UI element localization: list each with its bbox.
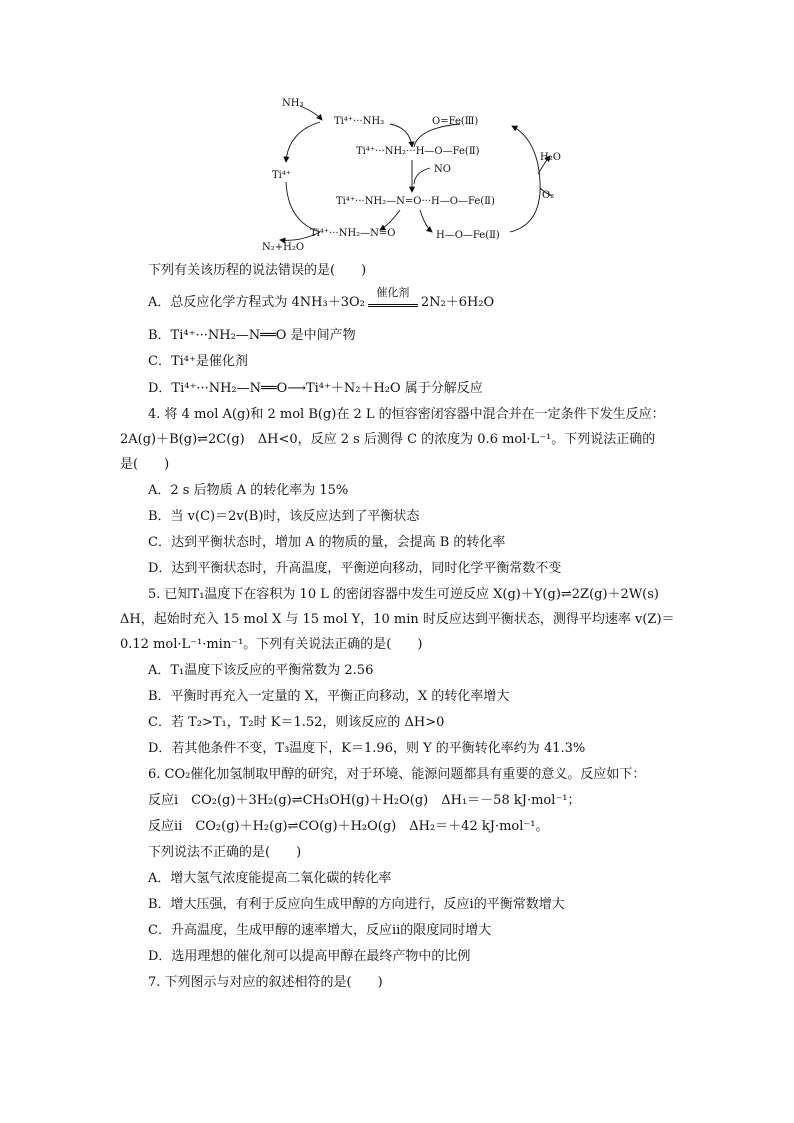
q6-option-a: A．增大氢气浓度能提高二氧化碳的转化率 xyxy=(148,871,392,886)
q3-a-post: 2N₂＋6H₂O xyxy=(420,295,495,310)
q5-line3: 0.12 mol·L⁻¹·min⁻¹。下列有关说法正确的是( ) xyxy=(120,637,423,652)
arrow-fe3-merge xyxy=(414,124,460,147)
q6-line1: 6. CO₂催化加氢制取甲醇的研究，对于环境、能源问题都具有重要的意义。反应如下： xyxy=(148,767,646,782)
q6-reaction-1: 反应ⅰ CO₂(g)＋3H₂(g)⇌CH₃OH(g)＋H₂O(g) ΔH₁＝－58 kJ·mol⁻¹； xyxy=(148,793,581,808)
arrow-left-top xyxy=(286,122,320,162)
arrow-center-3 xyxy=(380,210,400,230)
node-ti-nh2-no: Ti⁴⁺···NH₂—N=O xyxy=(310,228,396,239)
mechanism-diagram xyxy=(260,92,580,257)
q3-option-d: D．Ti⁴⁺···NH₂—N══O⟶Ti⁴⁺＋N₂＋H₂O 属于分解反应 xyxy=(148,381,483,396)
q4-line3: 是( ) xyxy=(120,457,170,472)
q5-option-c: C．若 T₂>T₁，T₂时 K＝1.52，则该反应的 ΔH>0 xyxy=(148,715,445,730)
arrow-left-bottom xyxy=(286,182,320,232)
q6-option-d: D．选用理想的催化剂可以提高甲醇在最终产物中的比例 xyxy=(148,949,471,964)
node-ti-nh3: Ti⁴⁺···NH₃ xyxy=(334,116,385,127)
q3-option-b: B．Ti⁴⁺···NH₂—N══O 是中间产物 xyxy=(148,328,356,343)
q3-option-c: C．Ti⁴⁺是催化剂 xyxy=(148,354,248,369)
arrow-right-loop xyxy=(510,126,540,232)
node-ti-nh2-no-fe2: Ti⁴⁺···NH₂—N=O···H—O—Fe(Ⅱ) xyxy=(336,196,495,207)
h2o-label: H₂O xyxy=(540,152,561,163)
q5-option-a: A．T₁温度下该反应的平衡常数为 2.56 xyxy=(148,663,374,678)
q5-line2: ΔH，起始时充入 15 mol X 与 15 mol Y，10 min 时反应达到平衡状态，测得平均速率 v(Z)＝ xyxy=(120,612,675,627)
q5-option-b: B．平衡时再充入一定量的 X，平衡正向移动，X 的转化率增大 xyxy=(148,689,510,704)
arrow-center-4 xyxy=(420,210,432,232)
q4-line1: 4. 将 4 mol A(g)和 2 mol B(g)在 2 L 的恒容密闭容器中混合并在一定条件下发生反应： xyxy=(148,407,665,422)
node-h-o-fe2: H—O—Fe(Ⅱ) xyxy=(436,230,500,241)
q6-option-c: C．升高温度，生成甲醇的速率增大，反应ⅱ的限度同时增大 xyxy=(148,923,492,938)
q7-stem: 7. 下列图示与对应的叙述相符的是( ) xyxy=(148,975,383,990)
q5-line1: 5. 已知T₁温度下在容积为 10 L 的密闭容器中发生可逆反应 X(g)＋Y(g)⇌2Z(g)＋2W(s) xyxy=(148,587,659,602)
q6-stem: 下列说法不正确的是( ) xyxy=(148,845,302,860)
mechanism-svg xyxy=(260,92,580,257)
q3-a-catalyst: 催化剂 xyxy=(376,286,410,299)
q4-option-d: D．达到平衡状态时，升高温度，平衡逆向移动，同时化学平衡常数不变 xyxy=(148,561,562,576)
q4-line2: 2A(g)＋B(g)⇌2C(g) ΔH<0，反应 2 s 后测得 C 的浓度为 0.6 mol·L⁻¹。下列说法正确的 xyxy=(120,432,656,447)
o2-label: O₂ xyxy=(542,190,555,201)
q6-reaction-2: 反应ⅱ CO₂(g)＋H₂(g)⇌CO(g)＋H₂O(g) ΔH₂＝＋42 kJ·mol⁻¹。 xyxy=(148,819,549,834)
q3-a-catalyst-arrow xyxy=(365,286,421,312)
nh3-label: NH₃ xyxy=(282,98,304,109)
q4-option-b: B．当 v(C)＝2v(B)时，该反应达到了平衡状态 xyxy=(148,509,420,524)
arrow-no-in xyxy=(414,168,430,184)
q5-option-d: D．若其他条件不变，T₃温度下，K＝1.96，则 Y 的平衡转化率约为 41.3% xyxy=(148,741,586,756)
node-fe3: O=Fe(Ⅲ) xyxy=(432,116,479,127)
no-label: NO xyxy=(434,164,451,175)
arrow-center-1 xyxy=(390,124,412,147)
q4-option-c: C．达到平衡状态时，增加 A 的物质的量，会提高 B 的转化率 xyxy=(148,535,506,550)
q3-stem: 下列有关该历程的说法错误的是( ) xyxy=(148,263,367,278)
ti-left-label: Ti⁴⁺ xyxy=(272,170,292,181)
q6-option-b: B．增大压强，有利于反应向生成甲醇的方向进行，反应ⅰ的平衡常数增大 xyxy=(148,897,565,912)
node-ti-nh2-h-fe2: Ti⁴⁺···NH₂···H—O—Fe(Ⅱ) xyxy=(356,146,480,157)
q3-a-pre: A．总反应化学方程式为 4NH₃＋3O₂ xyxy=(148,295,365,310)
q3-option-a xyxy=(148,286,495,312)
n2-h2o-label: N₂+H₂O xyxy=(262,242,305,253)
q4-option-a: A．2 s 后物质 A 的转化率为 15% xyxy=(148,483,349,498)
